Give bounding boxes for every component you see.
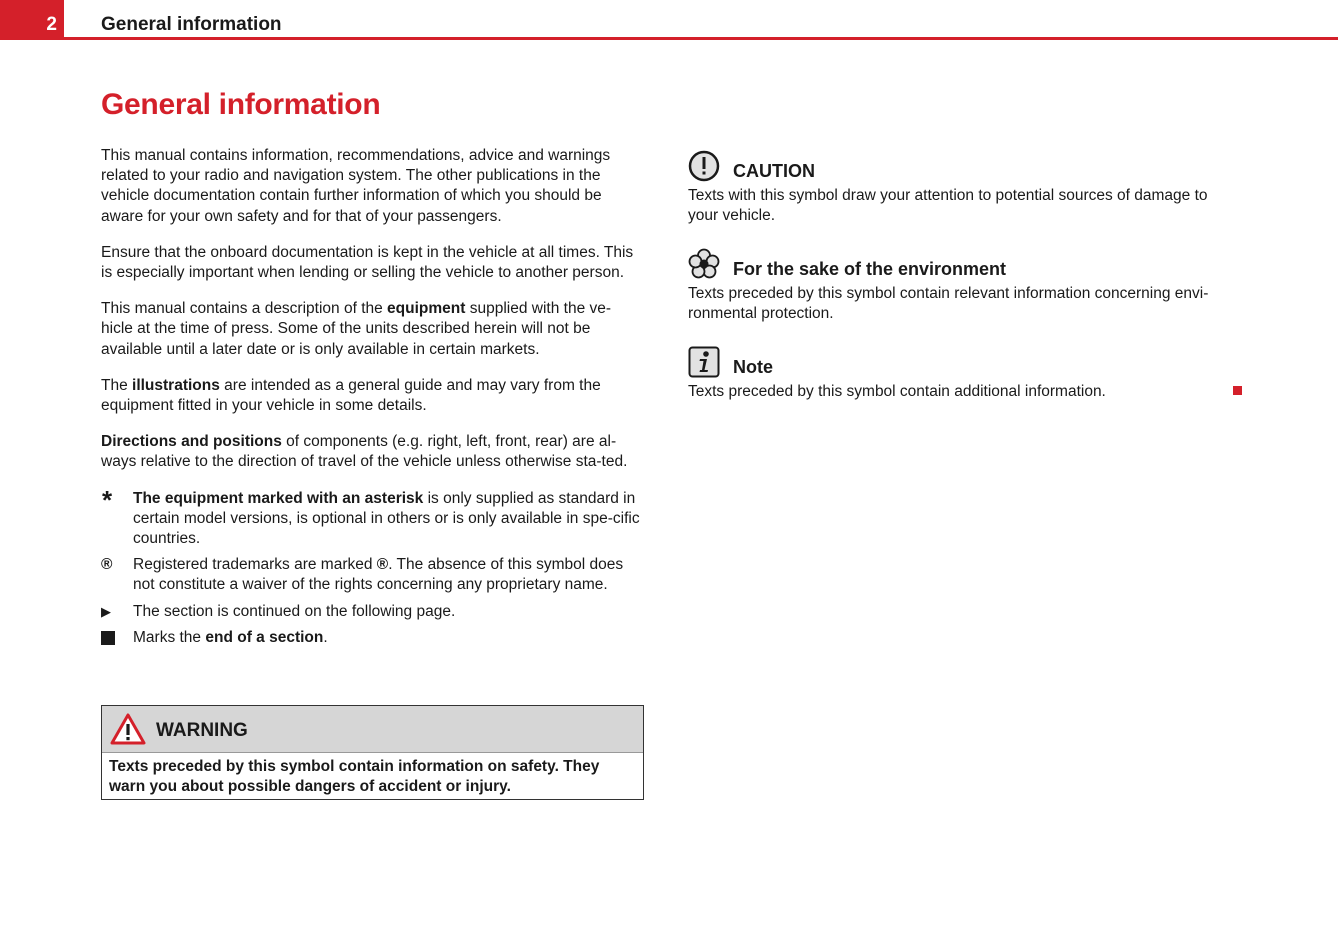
caution-icon bbox=[688, 150, 720, 182]
legend-item-end bbox=[101, 628, 641, 651]
warning-box bbox=[101, 705, 644, 800]
end-of-section-mark bbox=[1233, 386, 1242, 395]
directions-paragraph bbox=[101, 432, 641, 472]
continued-text: The section is continued on the following page. bbox=[133, 602, 456, 620]
header-rule bbox=[64, 37, 1338, 40]
legend-item-asterisk bbox=[101, 484, 641, 550]
directions-term: Directions and positions bbox=[101, 433, 282, 451]
end-text-after: . bbox=[323, 628, 328, 646]
warning-title: WARNING bbox=[156, 720, 248, 741]
note-text: Texts preceded by this symbol contain additional information. bbox=[688, 383, 1106, 400]
note-title: Note bbox=[733, 357, 773, 377]
left-column bbox=[101, 146, 641, 657]
continue-arrow-icon: ▶ bbox=[101, 603, 111, 619]
registered-text-after: . The absence of this symbol does not constitute a waiver of the rights concerning any proprietary name. bbox=[133, 556, 624, 594]
warning-header bbox=[102, 706, 643, 753]
illustrations-text-before: The bbox=[101, 376, 133, 394]
warning-triangle-icon bbox=[110, 713, 146, 745]
illustrations-term: illustrations bbox=[132, 376, 220, 394]
caution-notice bbox=[688, 146, 1248, 226]
equipment-paragraph bbox=[101, 299, 641, 360]
environment-text: Texts preceded by this symbol contain relevant information concerning envi-ronmental protection. bbox=[688, 285, 1209, 323]
caution-text: Texts with this symbol draw your attention to potential sources of damage to your vehicle. bbox=[688, 187, 1208, 225]
environment-notice bbox=[688, 244, 1248, 324]
caution-title: CAUTION bbox=[733, 161, 815, 181]
asterisk-icon: * bbox=[102, 484, 113, 515]
legend-item-registered bbox=[101, 555, 641, 595]
registered-text-before: Registered trademarks are marked bbox=[133, 556, 377, 574]
illustrations-text-after: are intended as a general guide and may vary from the equipment fitted in your vehicle in some details. bbox=[101, 376, 601, 415]
equipment-text-before: This manual contains a description of the bbox=[101, 300, 388, 318]
page-title: General information bbox=[101, 88, 381, 121]
environment-flower-icon bbox=[688, 248, 720, 280]
info-icon bbox=[688, 346, 720, 378]
end-text-before: Marks the bbox=[133, 628, 206, 646]
registered-mark: ® bbox=[376, 556, 389, 574]
documentation-paragraph: Ensure that the onboard documentation is kept in the vehicle at all times. This is especially important when lending or selling the vehicle to another person. bbox=[101, 243, 634, 282]
page-number: 2 bbox=[46, 14, 57, 35]
equipment-text-after: supplied with the ve-hicle at the time of press. Some of the units described herein will not be available until a later date or is only available in certain markets. bbox=[101, 300, 612, 358]
intro-paragraph: This manual contains information, recommendations, advice and warnings related to your radio and navigation system. The other publications in the vehicle documentation contain further information of which you should be aware for your own safety and for that of your passengers. bbox=[101, 147, 611, 225]
page-number-badge bbox=[0, 0, 64, 40]
illustrations-paragraph bbox=[101, 376, 641, 416]
end-term: end of a section bbox=[205, 628, 324, 646]
warning-text: Texts preceded by this symbol contain information on safety. They warn you about possible dangers of accident or injury. bbox=[109, 758, 600, 796]
running-header: General information bbox=[101, 14, 282, 35]
note-notice bbox=[688, 342, 1248, 402]
symbol-legend bbox=[101, 484, 641, 651]
directions-text-after: of components (e.g. right, left, front, rear) are al-ways relative to the direction of travel of the vehicle unless otherwise sta-ted. bbox=[101, 433, 628, 471]
equipment-term: equipment bbox=[387, 300, 466, 318]
legend-item-continued bbox=[101, 602, 641, 622]
end-square-icon bbox=[101, 631, 115, 645]
registered-icon: ® bbox=[101, 556, 113, 574]
environment-title: For the sake of the environment bbox=[733, 259, 1007, 279]
asterisk-text: is only supplied as standard in certain model versions, is optional in others or is only available in spe-cific countries. bbox=[133, 489, 640, 548]
asterisk-term: The equipment marked with an asterisk bbox=[133, 489, 424, 507]
